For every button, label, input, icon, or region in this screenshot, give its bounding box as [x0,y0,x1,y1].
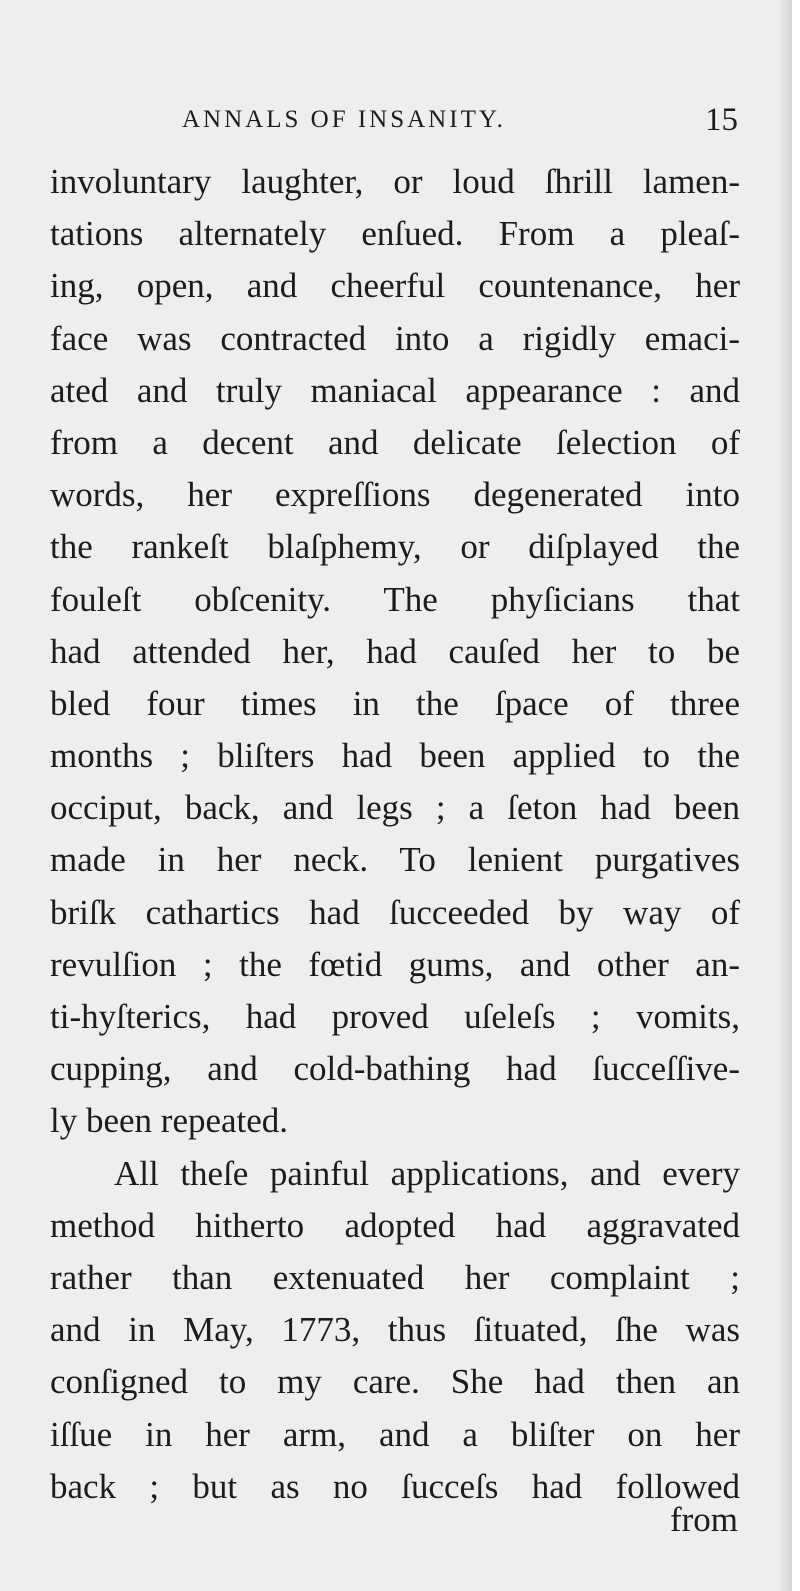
text-line: from a decent and delicate ſelection of [50,422,740,462]
text-line: the rankeſt blaſphemy, or diſplayed the [50,527,740,567]
text-line: tations alternately enſued. From a pleaſ- [50,214,740,254]
text-line: briſk cathartics had ſucceeded by way of [50,892,740,932]
text-line: months ; bliſters had been applied to the [50,736,740,776]
text-line: rather than extenuated her complaint ; [50,1257,740,1297]
text-line: made in her neck. To lenient purgatives [50,840,740,880]
body-text [50,156,740,1513]
text-line: and in May, 1773, thus ſituated, ſhe was [50,1310,740,1350]
paragraph-end-line: ly been repeated. [50,1101,289,1141]
page-number: 15 [705,102,738,138]
text-line: ti-hyſterics, had proved uſeleſs ; vomits, [50,997,740,1036]
text-line: cupping, and cold-bathing had ſucceſſive- [50,1049,740,1089]
text-line: ing, open, and cheerful countenance, her [50,266,740,306]
text-line: conſigned to my care. She had then an [50,1362,740,1402]
running-title: ANNALS OF INSANITY. [182,106,506,133]
paragraph-start-line: All theſe painful applications, and every [114,1153,740,1193]
running-head [52,102,738,148]
text-line: involuntary laughter, or loud ſhrill lamen- [50,162,740,201]
text-line: back ; but as no ſucceſs had followed [50,1466,740,1506]
text-line: method hitherto adopted had aggravated [50,1205,740,1245]
catchword: from [669,1500,738,1539]
text-line: fouleſt obſcenity. The phyſicians that [50,579,740,619]
text-line: occiput, back, and legs ; a ſeton had been [50,788,740,828]
text-line: bled four times in the ſpace of three [50,683,740,723]
text-line: face was contracted into a rigidly emaci- [50,318,740,358]
text-line: had attended her, had cauſed her to be [50,631,740,671]
text-line: ated and truly maniacal appearance : and [50,370,740,410]
text-line: words, her expreſſions degenerated into [50,475,740,515]
text-line: revulſion ; the fœtid gums, and other an- [50,944,740,984]
text-line: iſſue in her arm, and a bliſter on her [50,1414,740,1454]
